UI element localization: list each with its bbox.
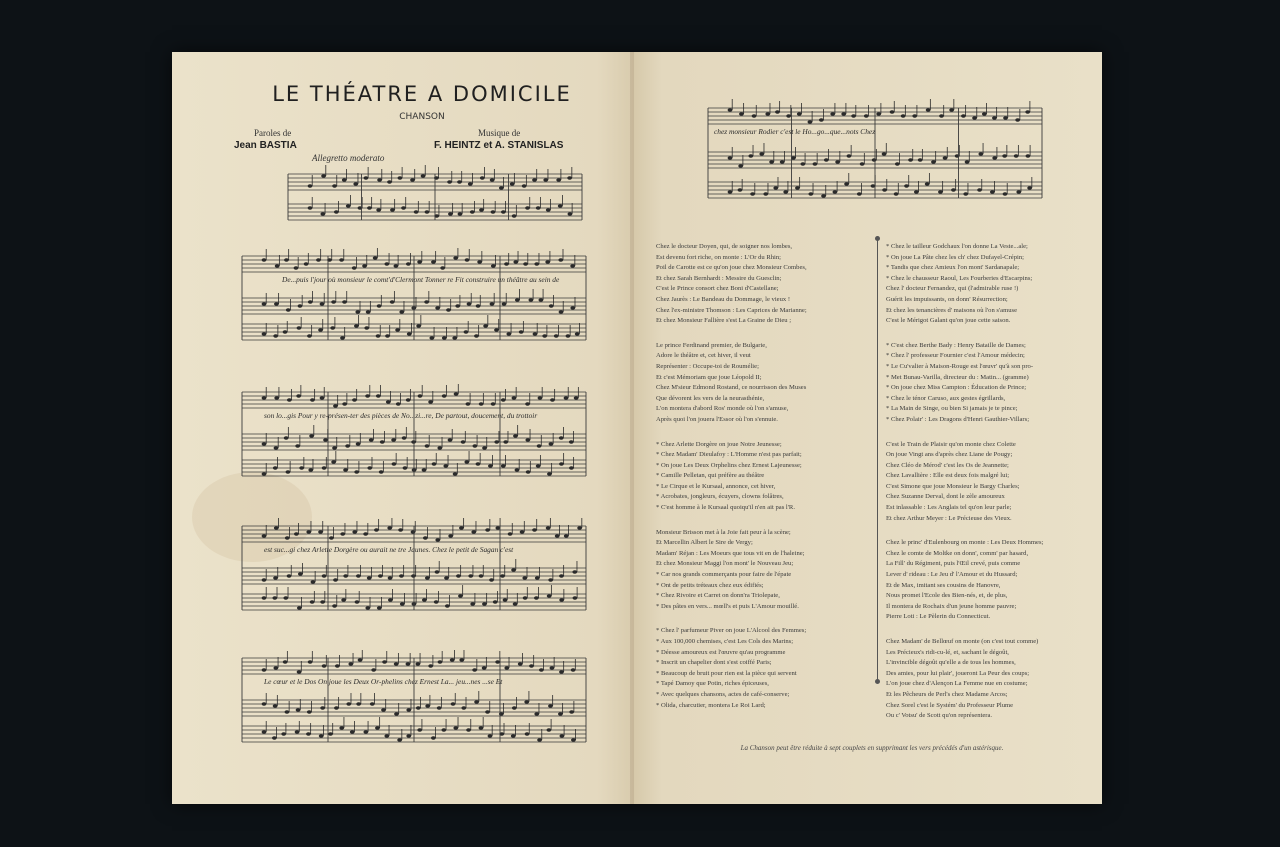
lyric-line: Les Précieux's ridi-cu-lé, et, sachant le dégoût, [886, 648, 1009, 656]
lyric-line: * Des pâtes en vers... mœll's et puis L'Amour mouillé. [656, 602, 799, 610]
lyrics-stanza [656, 528, 888, 613]
lyric-line: Chez Lavallière : Elle est deux fois malgré lui; [886, 472, 1010, 480]
lyric-line: * On joue Les Deux Orphelins chez Ernest Lajeunesse; [656, 461, 802, 469]
lyrics-stanza [656, 242, 888, 327]
lyric-line: * Aux 100,000 chemises, c'est Les Cols des Marins; [656, 638, 794, 645]
bar-lines [288, 174, 582, 220]
staff-notes [308, 195, 573, 218]
music-system-3 [238, 518, 588, 628]
lyric-line: * Chez Rivoire et Carret on donn'ra Triolepate, [656, 592, 780, 600]
lyric-line: * Chez Madam' Dieulafoy : L'Homme n'est pas parfait; [656, 451, 802, 459]
lyrics-column-left [656, 242, 888, 725]
piano-intro-staff [284, 164, 584, 230]
lyric-line: Le prince Ferdinand premier, de Bulgarie, [656, 341, 767, 349]
music-system-5-lyrics: chez monsieur Rodier c'est le Ho...go...que...nots Chez [714, 127, 876, 136]
lyric-line: Chez le docteur Doyen, qui, de soigner nos lombes, [656, 243, 793, 250]
lyric-line: Adore le théâtre et, cet hiver, il veut [656, 352, 751, 360]
music-system-5-staves [704, 98, 1044, 216]
lyric-line: Chez le princ' d'Eulenbourg on monte : Les Deux Hommes; [886, 539, 1044, 547]
lyric-line: Et Marcellin Albert le Sire de Vergy; [656, 539, 753, 547]
lyric-line: * Met Bunau-Varilla, directeur du : Matin... (gramme) [886, 373, 1029, 381]
sheet-music-spread [172, 52, 1102, 804]
lyric-line: Chez Sorel c'est le Systém' du Professeur Plume [886, 701, 1014, 709]
lyric-line: L'invincible dégoût qu'elle a de tous les hommes, [886, 659, 1016, 667]
staff-notes [262, 248, 575, 270]
lyric-line: L'on montera d'abord Ros' monde où l'on s'amuse, [656, 405, 789, 413]
lyric-line: * Chez le ténor Caruso, aux gestes égrillards, [886, 394, 1006, 402]
music-system-2-lyrics: son lo...gis Pour y re-présen-ter des pièces de No...zi...re, De partout, doucement, du trottoir [264, 411, 538, 420]
lyrics-stanza [886, 242, 1100, 327]
lyric-line: C'est Simone que joue Monsieur le Bargy Charles; [886, 482, 1020, 490]
lyric-line: Et de Max, imitant ses cousins de Hanovre, [886, 581, 1001, 589]
lyrics-stanza [656, 440, 888, 514]
music-system-4 [238, 650, 588, 760]
song-title: LE THÉATRE A DOMICILE [272, 82, 572, 106]
music-system-3-lyrics: est suc...gi chez Arlette Dorgère ou aurait ne tre Jaunes. Chez le petit de Sagan c'est [264, 545, 514, 554]
lyric-line: Nous promet l'Ecole des Bien-nés, et, de plus, [886, 592, 1008, 600]
lyric-line: * Chez le tailleur Godchaux l'on donne La Veste...ale; [886, 243, 1028, 250]
music-system-1-staves [238, 248, 588, 358]
lyric-line: Il montera de Rochaix d'un jeune homme pauvre; [886, 602, 1017, 610]
music-system-1-lyrics: De...puis l'jour où monsieur le comt'd'Clermont Tonner re Fit construire un théâtre au sein de [282, 275, 560, 284]
lyric-line: Chez M'sieur Edmond Rostand, ce nourrisson des Muses [656, 384, 807, 392]
music-system-3-staves [238, 518, 588, 628]
lyric-line: C'est le Train de Plaisir qu'on monte chez Colette [886, 440, 1016, 448]
lyric-line: Après quoi l'on jouera l'Essor où l'on s'ennuie. [656, 415, 778, 423]
lyric-line: * On joue chez Miss Campton : Éducation de Prince; [886, 384, 1027, 392]
lyric-line: Et chez Arthur Meyer : Le Précieuse des Vieux. [886, 514, 1012, 522]
music-system-5 [704, 98, 1044, 216]
lyric-line: C'est le Mérigot Galant qu'on joue cette saison. [886, 317, 1011, 325]
lyric-line: Poil de Carotte est ce qu'on joue chez Monsieur Combes, [656, 264, 807, 272]
lyric-line: Chez l' docteur Fernandez, qui (l'admirable ruse !) [886, 285, 1019, 293]
composer-name: F. HEINTZ et A. STANISLAS [434, 140, 564, 151]
lyric-line: Lever d' rideau : Le Jeu d' l'Amour et du Hussard; [886, 571, 1018, 579]
lyric-line: * Car nos grands commerçants pour faire de l'épate [656, 571, 792, 579]
lyric-line: * Chez l' professeur Fournier c'est l'Amour médecin; [886, 352, 1025, 360]
lyric-line: * Déesse amoureux est l'œuvre qu'au programme [656, 648, 786, 656]
lyric-line: Est inlassable : Les Anglais tel qu'on leur parle; [886, 504, 1012, 512]
lyric-line: * Avec quelques chansons, actes de café-conserve; [656, 690, 790, 698]
lyric-line: Et c'est Mémoriam que joue Léopold II; [656, 373, 762, 381]
lyric-line: * Inscrit un chapelier dont s'est coiffé Paris; [656, 659, 772, 667]
lyric-line: * Chez Polair' : Les Dragons d'Henri Gauthier-Villars; [886, 415, 1030, 423]
music-system-4-lyrics: Le cœur et le Dos On joue les Deux Or-phelins chez Ernest La... jeu...nes ...se Et [264, 677, 503, 686]
lyric-line: * Le Cu'valier à Maison-Rouge est l'œuvr' qu'à son pro- [886, 362, 1034, 370]
left-page [172, 52, 634, 804]
lyrics-column-right [886, 242, 1100, 736]
lyric-line: * Ont de petits tréteaux chez eux édifiés; [656, 581, 764, 589]
lyric-line: Et chez Monsieur Fallière s'est La Graine de Dieu ; [656, 317, 792, 325]
lyric-line: * Tapé Damoy que Potin, riches épiceuses, [656, 680, 769, 688]
lyric-line: Des amies, pour lui plair', joueront La Peur des coups; [886, 669, 1030, 677]
lyric-line: C'est le Prince consort chez Boni d'Castellane; [656, 285, 779, 293]
piano-intro-system [284, 164, 584, 230]
bar-lines [708, 108, 1042, 198]
column-divider [877, 240, 878, 680]
lyric-line: Et chez Monsieur Maggi l'on mont' le Nouveau Jeu; [656, 560, 794, 568]
lyric-line: Et les Pêcheurs de Perl's chez Madame Arcos; [886, 690, 1008, 698]
lyric-line: Chez Madam' de Bellœuf on monte (on c'est tout comme) [886, 638, 1039, 645]
lyric-line: Chez l'ex-ministre Thomson : Les Caprices de Marianne; [656, 306, 807, 314]
lyric-line: Et chez les tenancières d' maisons où l'on s'amuse [886, 306, 1018, 314]
lyric-line: * La Main de Singe, ou bien Si jamais je te pince; [886, 405, 1018, 413]
footnote: La Chanson peut être réduite à sept couplets en supprimant les vers précédés d'un astérisque. [740, 744, 1004, 752]
lyric-line: * Olida, charcutier, montera Le Roi Lard; [656, 701, 766, 709]
lyricist-name: Jean BASTIA [234, 140, 297, 151]
lyric-line: Est devenu fort riche, on monte : L'Or du Rhin; [656, 253, 781, 261]
song-subtitle: CHANSON [399, 112, 445, 122]
music-system-2 [238, 384, 588, 494]
lyrics-stanza [656, 341, 888, 426]
lyric-line: * On joue La Pâte chez les ch' chez Dufayel-Crépin; [886, 253, 1024, 261]
lyricist-label: Paroles de [254, 128, 292, 138]
lyric-line: * C'est homme à le Kursaal quoiqu'il n'en ait pas l'R. [656, 504, 795, 512]
tempo-marking: Allegretto moderato [312, 153, 385, 163]
lyric-line: * Le Cirque et le Kursaal, annonce, cet hiver, [656, 482, 776, 490]
music-system-2-staves [238, 384, 588, 494]
lyric-line: Chez Cléo de Mérod' c'est les Os de Jeannette; [886, 461, 1009, 469]
lyric-line: Chez le comte de Moltke on donn', comm' par hasard, [886, 549, 1029, 557]
lyrics-stanza [886, 440, 1100, 525]
lyric-line: Que dévorent les vers de la neurasthénie, [656, 394, 765, 402]
lyric-line: Et chez Sarah Bernhardt : Messire du Guesclin; [656, 274, 782, 282]
lyric-line: * Chez le chausseur Raoul, Les Fourberies d'Escarpins; [886, 274, 1033, 282]
lyrics-stanza [886, 538, 1100, 623]
lyrics-stanza [656, 626, 888, 711]
lyric-line: Chez Suzanne Derval, dont le zèle amoureux [886, 493, 1005, 501]
lyric-line: Madam' Réjan : Les Moeurs que tous vit en de l'haleine; [656, 549, 805, 557]
lyric-line: * Chez Arlette Dorgère on joue Notre Jeunesse; [656, 440, 782, 448]
lyric-line: * Acrobates, jongleurs, écuyers, clowns folâtres, [656, 493, 784, 501]
lyric-line: * C'est chez Berthe Bady : Henry Bataille de Dames; [886, 341, 1026, 349]
lyric-line: On joue Vingt ans d'après chez Liane de Pougy; [886, 451, 1013, 459]
lyric-line: Représenter : Occupe-toi de Roumélie; [656, 362, 759, 370]
lyrics-stanza [886, 341, 1100, 426]
lyric-line: * Tandis que chez Amieux l'on mont' Sardanapale; [886, 264, 1020, 272]
lyric-line: Chez Jaurès : Le Bandeau du Dommage, le vieux ! [656, 295, 791, 303]
lyric-line: Pierre Loti : Le Pèlerin du Connecticut. [886, 613, 991, 621]
lyric-line: Guérit les impuissants, on donn' Résurrection; [886, 295, 1008, 303]
lyric-line: Ou c' Votsu' de Scott qu'on représentera. [886, 712, 993, 720]
music-system-4-staves [238, 650, 588, 760]
lyric-line: * Beaucoup de bruit pour rien est la pièce qui servent [656, 669, 797, 677]
lyric-line: Monsieur Brisson met à la Joie fait peur à la scène; [656, 528, 791, 536]
composer-label: Musique de [478, 128, 521, 138]
music-system-1 [238, 248, 588, 358]
lyric-line: * Camille Pelletan, qui préfère au théâtre [656, 472, 765, 480]
lyric-line: La Fill' du Régiment, puis l'Œil crevé, puis comme [886, 560, 1021, 568]
lyrics-stanza [886, 637, 1100, 722]
lyric-line: * Chez l' parfumeur Piver on joue L'Alcool des Femmes; [656, 627, 807, 635]
lyric-line: L'on joue chez d'Alençon La Femme nue en costume; [886, 680, 1028, 688]
